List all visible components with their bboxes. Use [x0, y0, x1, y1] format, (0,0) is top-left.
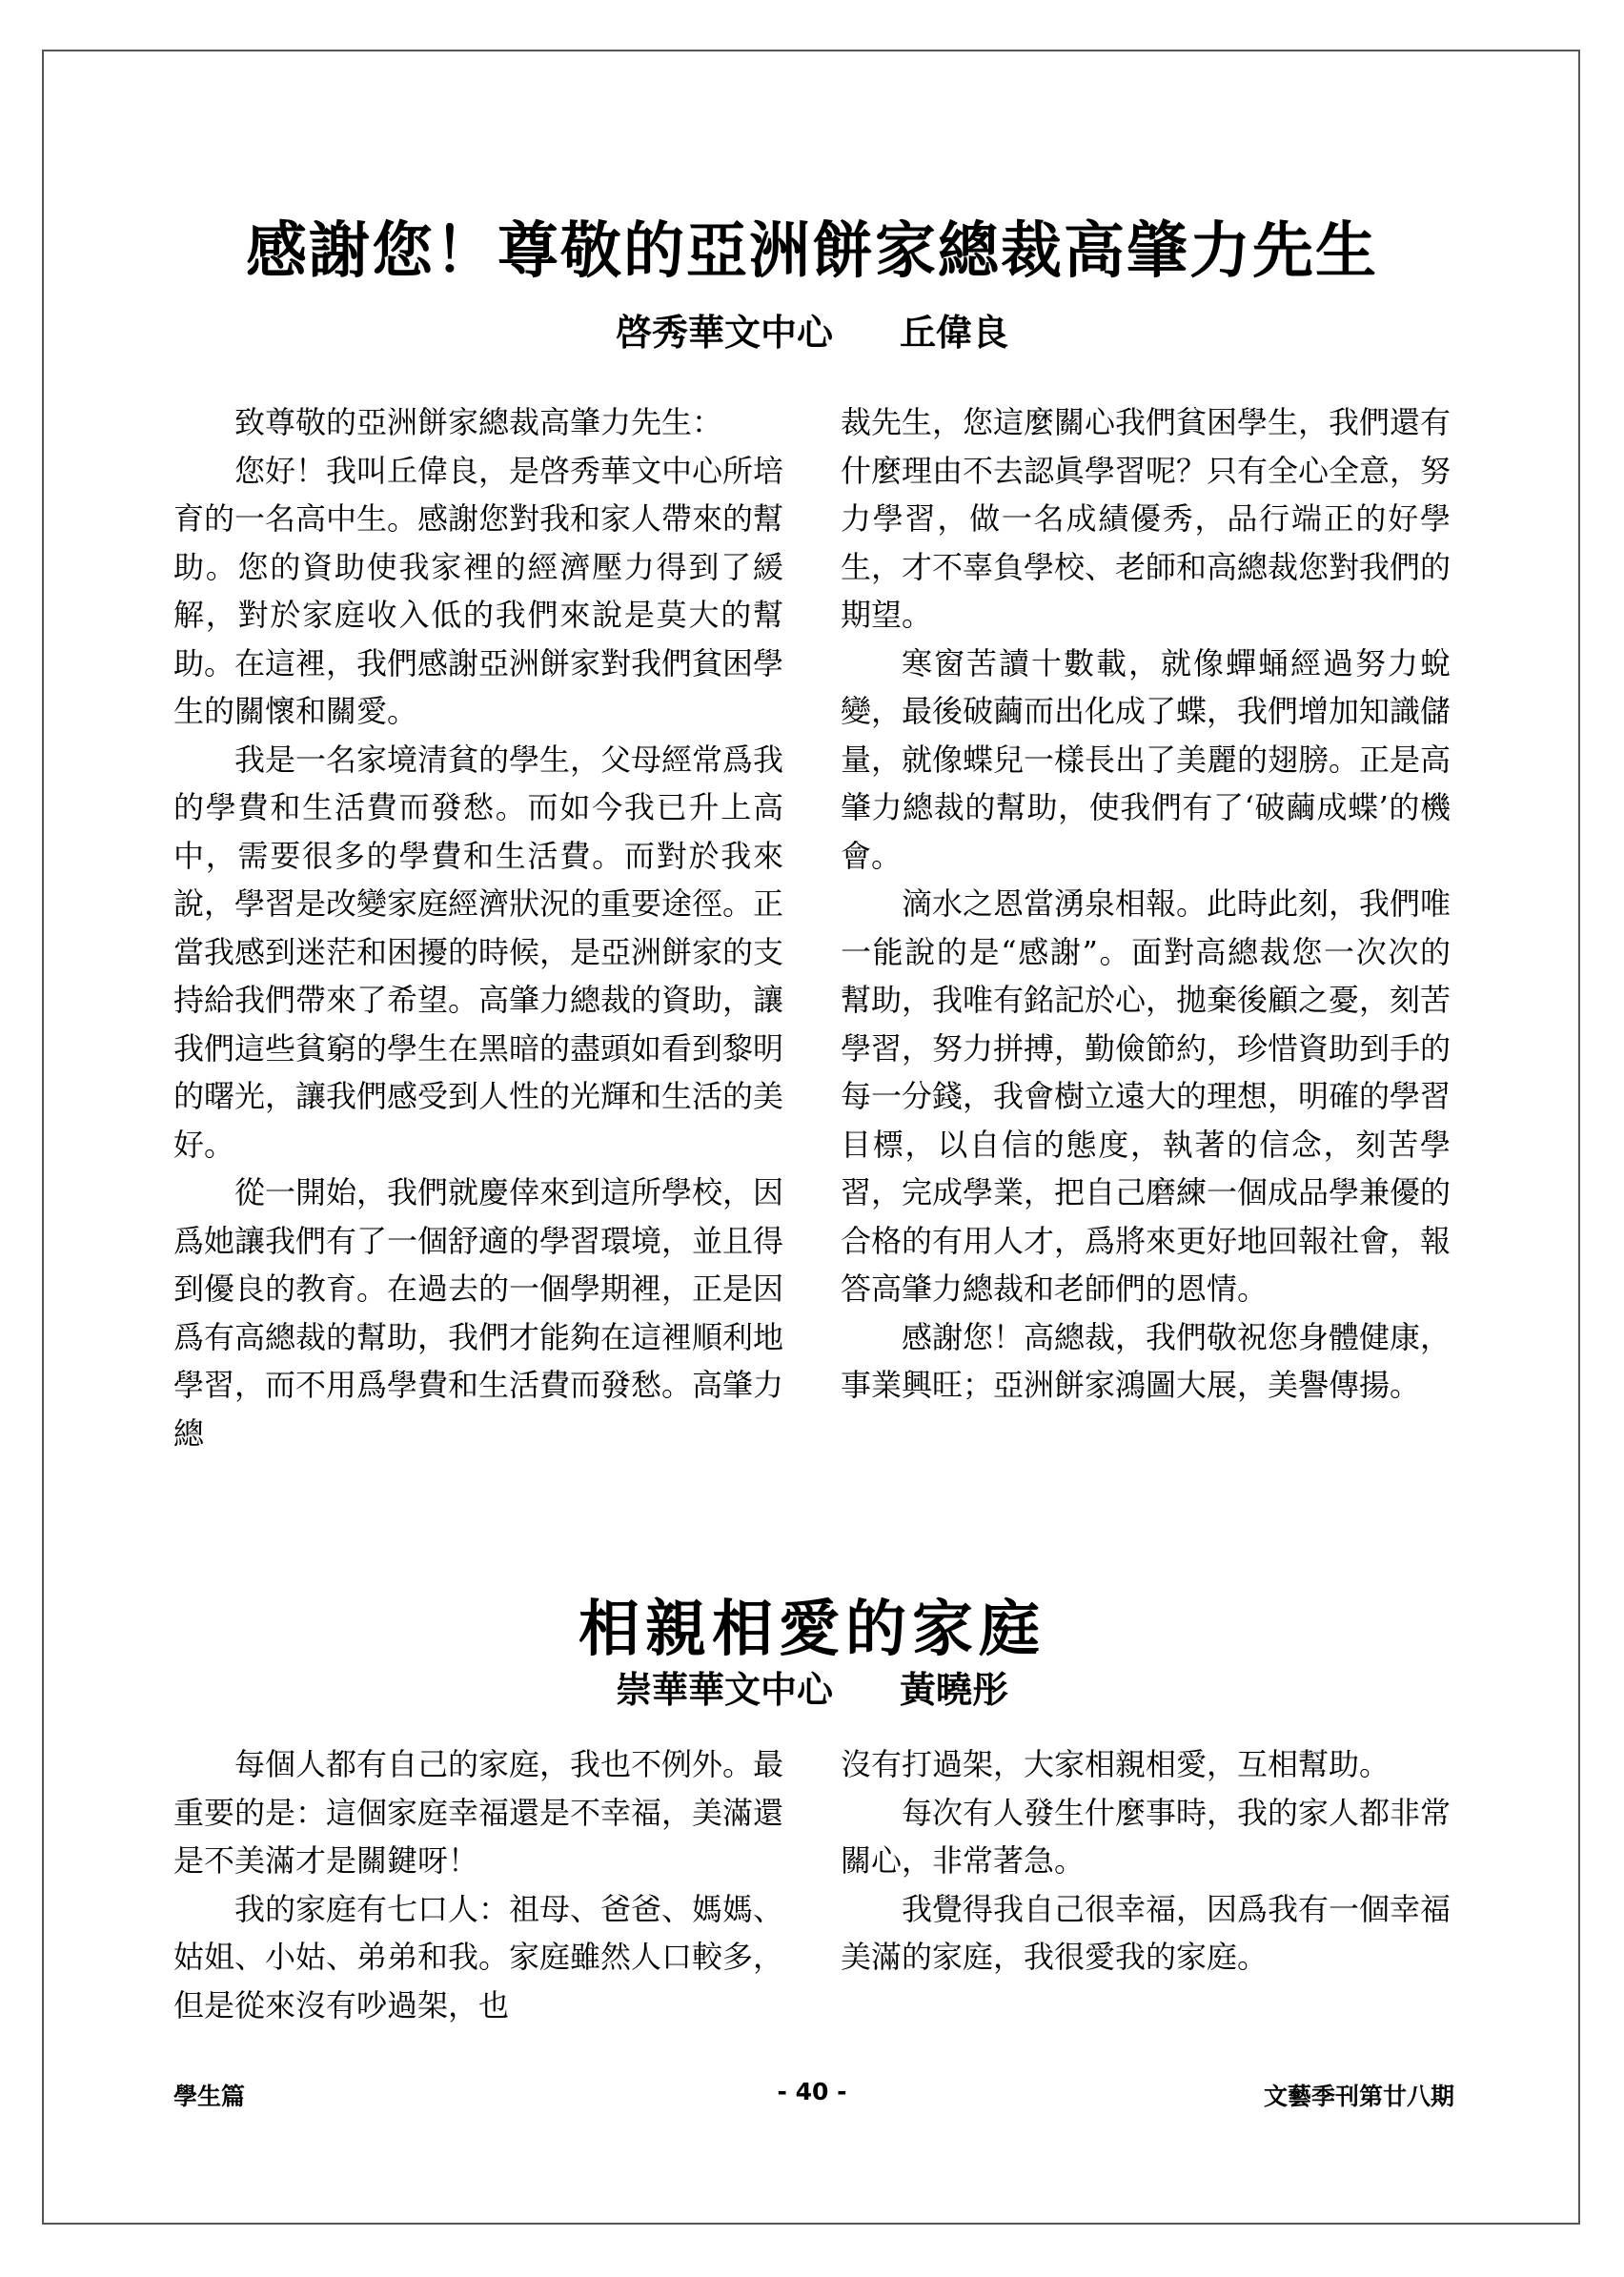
paragraph: 我的家庭有七口人：祖母、爸爸、媽媽、姑姐、小姑、弟弟和我。家庭雖然人口較多，但是從來沒有吵過架，也 — [173, 1890, 783, 2023]
article1-title: 感謝您！尊敬的亞洲餅家總裁高肇力先生 — [246, 215, 1378, 287]
article2-column-left — [173, 1740, 783, 2029]
paragraph: 我是一名家境清貧的學生，父母經常爲我的學費和生活費而發愁。而如今我已升上高中，需要很多的學費和生活費。而對於我來說，學習是改變家庭經濟狀況的重要途徑。正當我感到迷茫和困擾的時候，是亞洲餅家的支持給我們帶來了希望。高肇力總裁的資助，讓我們這些貧窮的學生在黑暗的盡頭如看到黎明的曙光，讓我們感受到人性的光輝和生活的美好。 — [173, 741, 783, 1163]
article2-author: 黃曉彤 — [900, 1668, 1009, 1711]
article1-author: 丘偉良 — [900, 311, 1009, 354]
article1-byline — [0, 303, 1624, 356]
paragraph: 感謝您！高總裁，我們敬祝您身體健康，事業興旺；亞洲餅家鴻圖大展，美譽傳揚。 — [841, 1318, 1451, 1403]
paragraph: 每次有人發生什麼事時，我的家人都非常關心，非常著急。 — [841, 1794, 1451, 1879]
article1-column-right — [841, 398, 1451, 1410]
paragraph: 您好！我叫丘偉良，是啓秀華文中心所培育的一名高中生。感謝您對我和家人帶來的幫助。您的資助使我家裡的經濟壓力得到了緩解，對於家庭收入低的我們來說是莫大的幫助。在這裡，我們感謝亞洲餅家對我們貧困學生的關懷和關愛。 — [173, 452, 783, 729]
paragraph: 裁先生，您這麼關心我們貧困學生，我們還有什麼理由不去認眞學習呢？只有全心全意，努力學習，做一名成績優秀，品行端正的好學生，才不辜負學校、老師和高總裁您對我們的期望。 — [841, 404, 1451, 633]
footer-issue-label: 文藝季刊第廿八期 — [1263, 2083, 1454, 2110]
page-number: - 40 - — [777, 2078, 847, 2105]
article2-byline — [0, 1660, 1624, 1713]
paragraph: 從一開始，我們就慶倖來到這所學校，因爲她讓我們有了一個舒適的學習環境，並且得到優良的教育。在過去的一個學期裡，正是因爲有高總裁的幫助，我們才能夠在這裡順利地學習，而不用爲學費和生活費而發愁。高肇力總 — [173, 1174, 783, 1452]
article1-school: 啓秀華文中心 — [615, 311, 833, 354]
footer-section-label: 學生篇 — [173, 2083, 246, 2110]
paragraph: 沒有打過架，大家相親相愛，互相幫助。 — [841, 1746, 1391, 1782]
paragraph: 滴水之恩當湧泉相報。此時此刻，我們唯一能說的是“感謝”。面對高總裁您一次次的幫助，我唯有銘記於心，拋棄後顧之憂，刻苦學習，努力拼搏，勤儉節約，珍惜資助到手的每一分錢，我會樹立遠大的理想，明確的學習目標，以自信的態度，執著的信念，刻苦學習，完成學業，把自己磨練一個成品學兼優的合格的有用人才，爲將來更好地回報社會，報答高肇力總裁和老師們的恩情。 — [841, 885, 1451, 1307]
article2-title: 相親相愛的家庭 — [579, 1594, 1045, 1665]
article2-column-right — [841, 1740, 1451, 1982]
article2-school: 崇華華文中心 — [615, 1668, 833, 1711]
paragraph: 寒窗苦讀十數載，就像蟬蛹經過努力蛻變，最後破繭而出化成了蝶，我們增加知識儲量，就像蝶兒一樣長出了美麗的翅膀。正是高肇力總裁的幫助，使我們有了‘破繭成蝶’的機會。 — [841, 644, 1451, 874]
paragraph: 我覺得我自己很幸福，因爲我有一個幸福美滿的家庭，我很愛我的家庭。 — [841, 1890, 1451, 1975]
paragraph: 致尊敬的亞洲餅家總裁高肇力先生： — [234, 404, 723, 440]
article1-column-left — [173, 398, 783, 1457]
paragraph: 每個人都有自己的家庭，我也不例外。最重要的是：這個家庭幸福還是不幸福，美滿還是不美滿才是關鍵呀！ — [173, 1746, 783, 1879]
